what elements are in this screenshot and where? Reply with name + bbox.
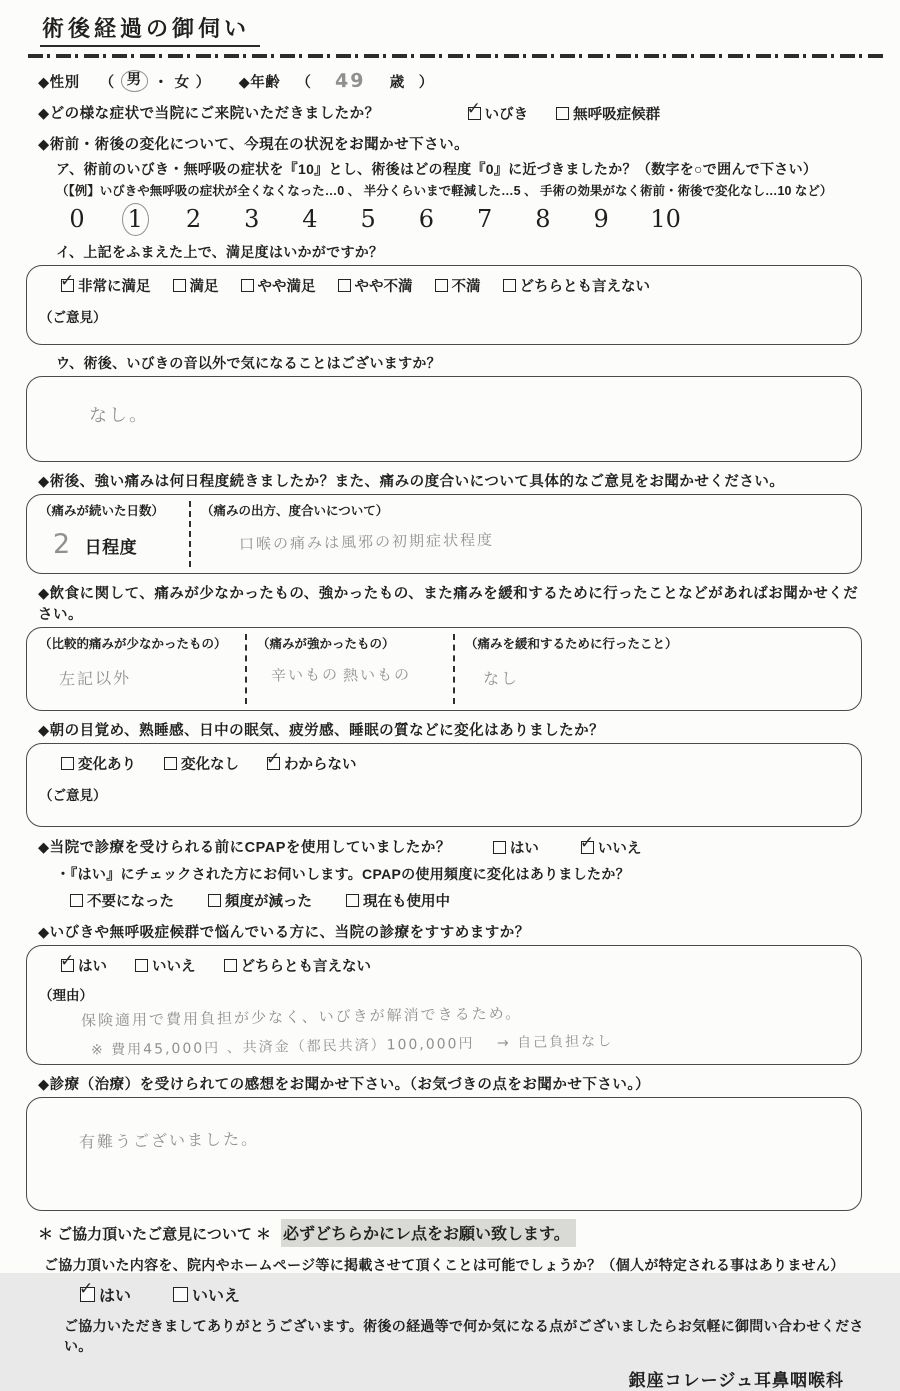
option-label: はい	[99, 1288, 132, 1305]
eating-more-pain-value: 辛いもの	[270, 665, 340, 685]
gender-separator: ・	[153, 74, 169, 91]
option-label: やや満足	[257, 279, 316, 295]
checkbox-icon	[164, 757, 177, 770]
satisfaction-option-neither[interactable]	[503, 275, 651, 296]
checkbox-icon	[503, 279, 516, 292]
eating-less-pain-value: 左記以外	[58, 668, 132, 689]
option-label: 不要になった	[87, 894, 174, 910]
cpap-frequency-options	[70, 890, 866, 911]
option-label: 満足	[189, 279, 219, 295]
symptom-option-apnea[interactable]	[556, 103, 660, 124]
eating-more-pain-column[interactable]	[245, 634, 453, 704]
sleep-options	[61, 753, 849, 774]
age-paren-open: （	[296, 74, 312, 91]
checkbox-icon	[581, 841, 594, 854]
impression-box[interactable]	[26, 1097, 862, 1211]
pain-desc-label: （痛みの出方、度合いについて）	[201, 504, 389, 518]
eating-question: ◆飲食に関して、痛みが少なかったもの、強かったもの、また痛みを緩和するために行ったことなどがあればお聞かせください。	[38, 586, 859, 623]
gender-paren-close: ）	[195, 74, 211, 91]
symptom-question: ◆どの様な症状で当院にご来院いただきましたか？	[38, 106, 380, 122]
pain-desc-column[interactable]	[189, 501, 851, 567]
symptom-options	[468, 103, 661, 124]
option-label: わからない	[284, 757, 357, 773]
option-label: はい	[78, 959, 107, 975]
rating-scale	[62, 203, 687, 236]
satisfaction-options	[61, 275, 849, 296]
publish-question: ご協力頂いた内容を、院内やホームページ等に掲載させて頂くことは可能でしょうか？（個人が特定される事はありません）	[44, 1257, 845, 1273]
cpap-question: ◆当院で診療を受けられる前にCPAPを使用していましたか？	[38, 840, 451, 856]
gender-label: ◆性別	[38, 74, 80, 91]
satisfaction-question: イ、上記をふまえた上で、満足度はいかがですか？	[56, 244, 384, 260]
checkbox-icon	[338, 279, 351, 292]
change-sub-question: ア、術前のいびき・無呼吸の症状を『10』とし、術後はどの程度『0』に近づきましたか？（数字を○で囲んで下さい）	[56, 161, 818, 177]
age-value: 49	[335, 69, 366, 93]
scale-number-2[interactable]: 2	[185, 205, 202, 233]
sleep-option-no-change[interactable]	[164, 753, 239, 774]
checkbox-icon	[70, 894, 83, 907]
checkbox-icon	[61, 279, 74, 292]
impression-question: ◆診療（治療）を受けられての感想をお聞かせ下さい。（お気づきの点をお聞かせ下さい。）	[38, 1077, 651, 1093]
scale-number-9[interactable]: 9	[593, 205, 609, 233]
option-label: 変化あり	[78, 757, 136, 773]
eating-box	[26, 627, 862, 711]
option-label: いいえ	[152, 959, 196, 975]
change-heading: ◆術前・術後の変化について、今現在の状況をお聞かせ下さい。	[38, 137, 470, 153]
pain-desc-value: 口喉の痛みは風邪の初期症状程度	[238, 530, 495, 554]
option-label: はい	[509, 841, 539, 857]
checkbox-icon	[493, 841, 506, 854]
checkbox-icon	[556, 107, 569, 120]
impression-answer: 有難うございました。	[78, 1129, 260, 1152]
eating-relief-value: なし	[482, 668, 520, 689]
pain-days-unit: 日程度	[84, 538, 138, 557]
checkbox-icon	[80, 1287, 95, 1302]
other-concern-answer: なし。	[88, 404, 150, 427]
gender-option-male[interactable]: 男	[121, 70, 148, 91]
header	[38, 12, 866, 58]
opinion-label: （ご意見）	[39, 788, 107, 803]
change-example: （【例】いびきや無呼吸の症状が全くなくなった…0 、 半分くらいまで軽減した…5 、 手術の効果がなく術前・術後で変化なし…10 など）	[56, 184, 833, 198]
option-label: 不満	[451, 279, 481, 295]
cpap-option-no[interactable]	[581, 837, 642, 858]
cpap-option-yes[interactable]	[493, 837, 539, 858]
reason-line1: 保険適用で費用負担が少なく、いびきが解消できるため。	[80, 1004, 523, 1030]
sleep-option-unknown[interactable]	[267, 753, 357, 774]
scale-number-4[interactable]: 4	[302, 205, 318, 233]
checkbox-icon	[224, 959, 237, 972]
sleep-question: ◆朝の目覚め、熟睡感、日中の眠気、疲労感、睡眠の質などに変化はありましたか？	[38, 723, 605, 739]
eating-more-pain-label: （痛みが強かったもの）	[257, 637, 395, 651]
scale-number-5[interactable]: 5	[360, 205, 376, 233]
publish-option-no[interactable]	[173, 1283, 240, 1306]
option-label: やや不満	[354, 279, 413, 295]
scale-number-7[interactable]: 7	[477, 205, 493, 233]
gender-paren-open: （	[99, 74, 115, 91]
checkbox-icon	[468, 107, 481, 120]
option-label: いいえ	[192, 1288, 241, 1305]
symptom-option-snoring[interactable]	[468, 103, 529, 124]
cpap-followup-question: ・『はい』にチェックされた方にお伺いします。CPAPの使用頻度に変化はありましたか？	[56, 866, 630, 882]
gender-option-female[interactable]: 女	[174, 74, 190, 91]
dash-divider	[28, 54, 886, 58]
eating-relief-column[interactable]	[453, 634, 851, 704]
other-concern-box[interactable]	[26, 376, 862, 462]
footer	[38, 1219, 866, 1391]
pain-columns	[37, 501, 851, 567]
checkbox-icon	[135, 959, 148, 972]
option-label: いいえ	[597, 841, 642, 857]
pain-days-label: （痛みが続いた日数）	[39, 504, 165, 518]
scale-number-3[interactable]: 3	[244, 205, 260, 233]
reason-label: （理由）	[39, 988, 93, 1003]
symptom-row	[38, 101, 866, 124]
footer-note-highlight: 必ずどちらかにレ点をお願い致します。	[281, 1219, 576, 1247]
satisfaction-option-somewhat-satisfied[interactable]	[241, 275, 316, 296]
checkbox-icon	[267, 757, 280, 770]
age-label: ◆年齢	[238, 74, 281, 91]
option-label: 頻度が減った	[225, 894, 312, 910]
scale-number-6[interactable]: 6	[418, 205, 435, 233]
checkbox-icon	[346, 894, 359, 907]
clinic-name: 銀座コレージュ耳鼻咽喉科	[628, 1371, 844, 1390]
eating-less-pain-column[interactable]	[37, 634, 245, 704]
option-label: いびき	[484, 107, 529, 123]
checkbox-icon	[208, 894, 221, 907]
checkbox-icon	[173, 1287, 188, 1302]
scale-number-0[interactable]: 0	[69, 205, 85, 233]
checkbox-icon	[435, 279, 448, 292]
checkbox-icon	[61, 757, 74, 770]
scale-number-8[interactable]: 8	[535, 205, 551, 233]
opinion-label: （ご意見）	[39, 310, 107, 325]
satisfaction-option-very-satisfied[interactable]	[61, 275, 151, 296]
satisfaction-box	[26, 265, 862, 345]
cpap-options	[493, 837, 642, 858]
scale-number-10[interactable]: 10	[650, 205, 681, 233]
cpap-row	[38, 835, 866, 858]
pain-question: ◆術後、強い痛みは何日程度続きましたか？また、痛みの度合いについて具体的なご意見をお聞かせください。	[38, 474, 785, 490]
scale-number-1[interactable]: 1	[122, 203, 149, 236]
satisfaction-option-satisfied[interactable]	[173, 275, 219, 296]
option-label: 変化なし	[181, 757, 239, 773]
eating-relief-label: （痛みを緩和するために行ったこと）	[465, 637, 678, 651]
checkbox-icon	[241, 279, 254, 292]
checkbox-icon	[61, 959, 74, 972]
option-label: 非常に満足	[78, 279, 151, 295]
footer-thanks: ご協力いただきましてありがとうございます。術後の経過等で何か気になる点がございましたらお気軽に御問い合わせください。	[64, 1318, 864, 1354]
recommend-option-no[interactable]	[135, 955, 196, 976]
cpap-freq-option-reduced[interactable]	[208, 890, 312, 911]
option-label: どちらとも言えない	[240, 959, 371, 975]
eating-more-pain-value2: 熱いもの	[343, 665, 412, 685]
recommend-option-neither[interactable]	[224, 955, 372, 976]
profile-row	[38, 70, 866, 92]
page-title: 術後経過の御伺い	[40, 12, 260, 47]
pain-days-column[interactable]	[37, 501, 189, 567]
pain-box	[26, 494, 862, 574]
satisfaction-option-somewhat-dissatisfied[interactable]	[338, 275, 413, 296]
option-label: 無呼吸症候群	[573, 107, 661, 123]
footer-note-prefix: ＊ ご協力頂いたご意見について ＊	[38, 1225, 272, 1243]
checkbox-icon	[173, 279, 186, 292]
option-label: 現在も使用中	[363, 894, 450, 910]
sleep-option-changed[interactable]	[61, 753, 136, 774]
recommend-box	[26, 945, 862, 1065]
recommend-option-yes[interactable]	[61, 955, 107, 976]
publish-option-yes[interactable]	[80, 1283, 131, 1306]
recommend-options	[61, 955, 849, 976]
option-label: どちらとも言えない	[519, 279, 650, 295]
age-paren-close: ）	[418, 74, 434, 91]
satisfaction-option-dissatisfied[interactable]	[435, 275, 481, 296]
eating-columns	[37, 634, 851, 704]
cpap-freq-option-unneeded[interactable]	[70, 890, 174, 911]
age-unit: 歳	[389, 74, 405, 91]
reason-line2: ※ 費用45,000円 、共済金（都民共済）100,000円 → 自己負担なし	[90, 1033, 614, 1059]
other-concern-question: ウ、術後、いびきの音以外で気になることはございますか？	[56, 355, 441, 371]
publish-options	[80, 1283, 866, 1306]
sleep-box	[26, 743, 862, 827]
recommend-question: ◆いびきや無呼吸症候群で悩んでいる方に、当院の診療をすすめますか？	[38, 925, 530, 941]
cpap-freq-option-still-using[interactable]	[346, 890, 450, 911]
pain-days-value: 2	[52, 528, 73, 561]
eating-less-pain-label: （比較的痛みが少なかったもの）	[39, 637, 227, 651]
footer-note-row	[38, 1219, 866, 1247]
